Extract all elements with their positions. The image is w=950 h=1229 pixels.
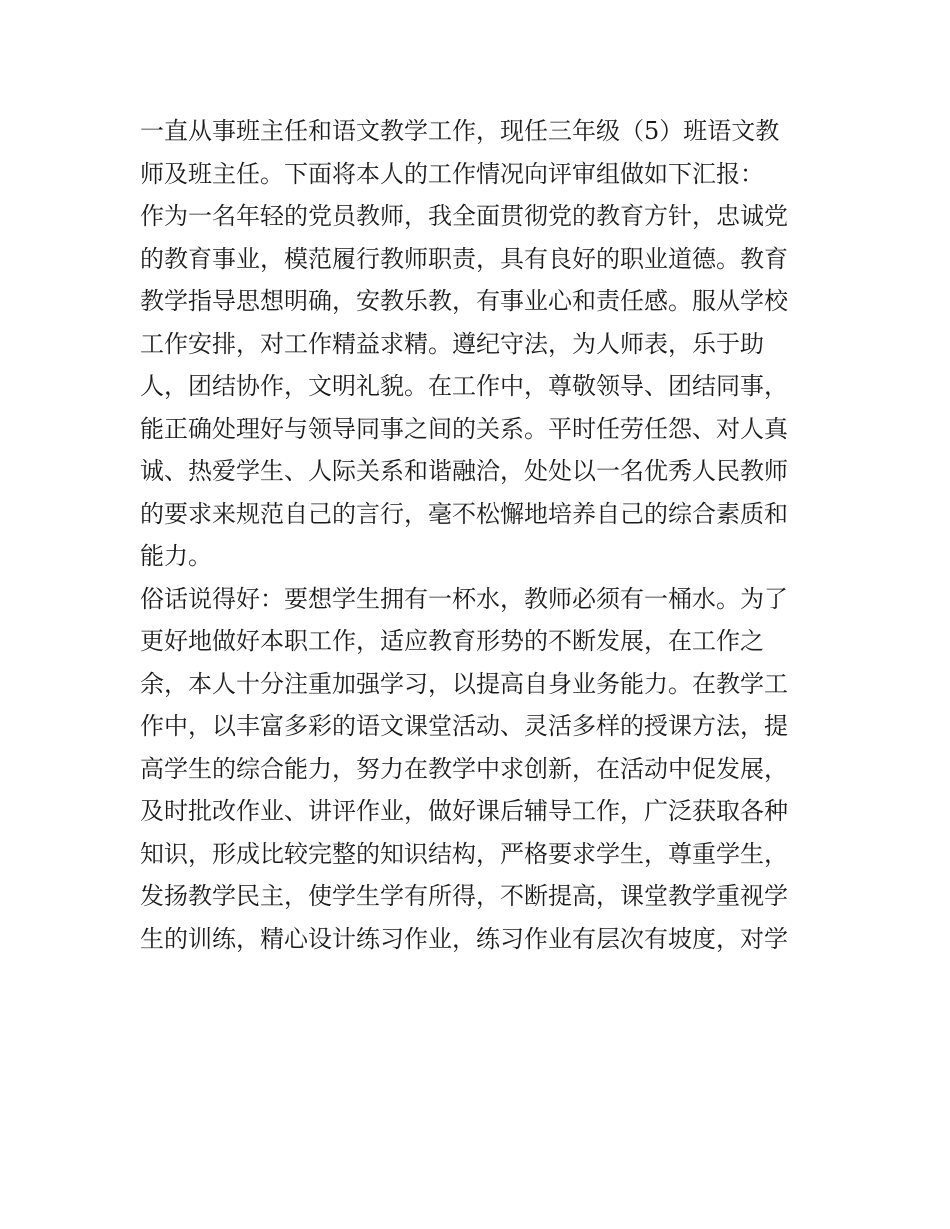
text-line: 能正确处理好与领导同事之间的关系。平时任劳任怨、对人真 xyxy=(140,414,788,443)
text-line: 诚、热爱学生、人际关系和谐融洽，处处以一名优秀人民教师 xyxy=(140,457,788,485)
text-line: 能力。 xyxy=(140,542,212,570)
text-line: 的教育事业，模范履行教师职责，具有良好的职业道德。教育 xyxy=(140,244,788,273)
text-line: 人，团结协作，文明礼貌。在工作中，尊敬领导、团结同事， xyxy=(140,372,788,400)
text-line: 余，本人十分注重加强学习，以提高自身业务能力。在教学工 xyxy=(140,669,788,698)
text-line: 的要求来规范自己的言行，毫不松懈地培养自己的综合素质和 xyxy=(140,499,788,528)
text-line: 发扬教学民主，使学生学有所得，不断提高，课堂教学重视学 xyxy=(140,882,788,910)
document-body xyxy=(140,110,820,960)
text-line: 及时批改作业、讲评作业，做好课后辅导工作，广泛获取各种 xyxy=(140,797,788,825)
text-line: 生的训练，精心设计练习作业，练习作业有层次有坡度，对学 xyxy=(140,924,788,953)
text-line: 更好地做好本职工作，适应教育形势的不断发展，在工作之 xyxy=(140,627,764,655)
text-line: 工作安排，对工作精益求精。遵纪守法，为人师表，乐于助 xyxy=(140,329,764,358)
text-line: 知识，形成比较完整的知识结构，严格要求学生，尊重学生， xyxy=(140,839,788,868)
text-line: 作中，以丰富多彩的语文课堂活动、灵活多样的授课方法，提 xyxy=(140,712,788,740)
text-line: 作为一名年轻的党员教师，我全面贯彻党的教育方针，忠诚党 xyxy=(140,202,788,230)
text-line: 高学生的综合能力，努力在教学中求创新，在活动中促发展， xyxy=(140,754,788,783)
text-line: 俗话说得好：要想学生拥有一杯水，教师必须有一桶水。为了 xyxy=(140,584,788,613)
text-line: 师及班主任。下面将本人的工作情况向评审组做如下汇报： xyxy=(140,159,764,188)
text-line: 教学指导思想明确，安教乐教，有事业心和责任感。服从学校 xyxy=(140,287,788,315)
text-line: 一直从事班主任和语文教学工作，现任三年级（5）班语文教 xyxy=(140,117,780,145)
